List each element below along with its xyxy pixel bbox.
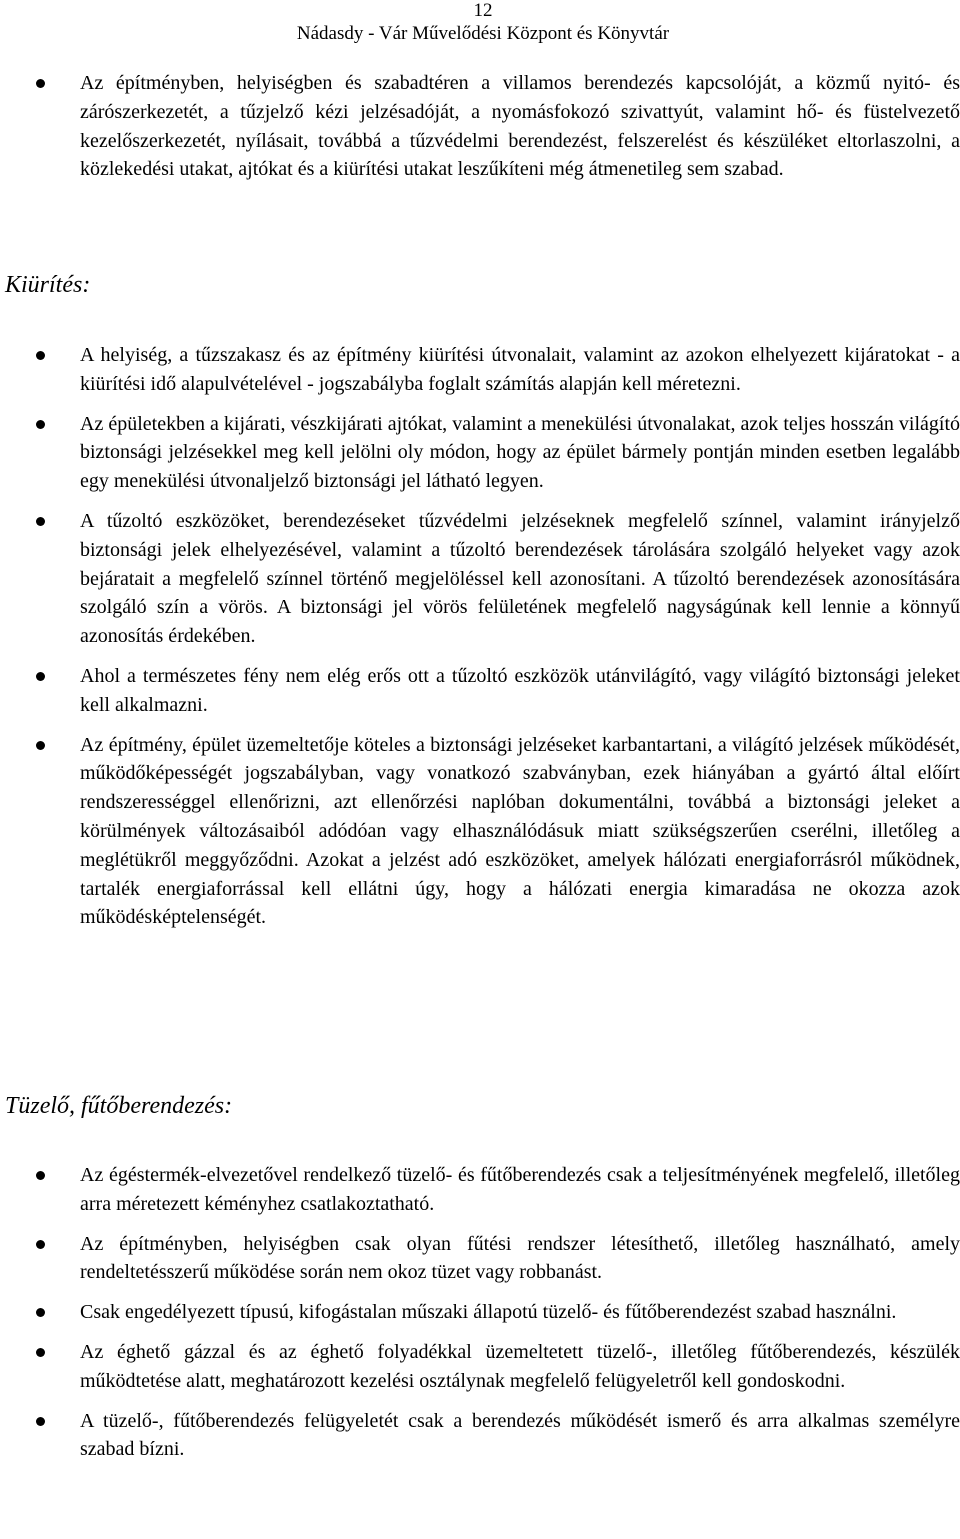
- list-item-text: Az építményben, helyiségben és szabadtéren a villamos berendezés kapcsolóját, a közmű nyitó- és zárószerkezetét, a tűzjelző kézi jelzésadóját, a nyomásfokozó szivattyút, valamint hő- és füstelvezető kezelőszerkezetét, nyílásait, továbbá a tűzvédelmi berendezést, felszerelést és készüléket eltorlaszolni, a közlekedési utakat, ajtókat és a kiürítési utakat leszűkíteni még átmenetileg sem szabad.: [80, 72, 960, 181]
- list-item: [0, 341, 960, 399]
- bullet-icon: [36, 79, 45, 88]
- list-item: [0, 1407, 960, 1465]
- bullet-icon: [36, 1240, 45, 1249]
- bullet-icon: [36, 517, 45, 526]
- bullet-icon: [36, 741, 45, 750]
- page-number: 12: [473, 0, 493, 21]
- section-heading-tuzelo: Tüzelő, fűtőberendezés:: [5, 1093, 233, 1119]
- list-item: [0, 410, 960, 496]
- list-item-text: Csak engedélyezett típusú, kifogástalan műszaki állapotú tüzelő- és fűtőberendezést szabad használni.: [80, 1301, 897, 1324]
- intro-bullet-list: [0, 69, 960, 195]
- bullet-icon: [36, 1171, 45, 1180]
- list-item: [0, 731, 960, 933]
- bullet-icon: [36, 672, 45, 681]
- list-item: [0, 662, 960, 720]
- bullet-icon: [36, 420, 45, 429]
- list-item-text: Ahol a természetes fény nem elég erős ott a tűzoltó eszközök utánvilágító, vagy világító biztonsági jeleket kell alkalmazni.: [80, 664, 960, 716]
- list-item: [0, 1161, 960, 1219]
- list-item: [0, 1298, 960, 1327]
- list-item-text: Az éghető gázzal és az éghető folyadékkal üzemeltetett tüzelő-, illetőleg fűtőberendezés, készülék működtetése alatt, meghatározott kezelési osztálynak megfelelő felügyeletről kell gondoskodni.: [80, 1340, 960, 1392]
- list-item: [0, 1338, 960, 1396]
- bullet-icon: [36, 1348, 45, 1357]
- list-item-text: Az épületekben a kijárati, vészkijárati ajtókat, valamint a menekülési útvonalakat, azok teljes hosszán világító biztonsági jelzésekkel meg kell jelölni oly módon, hogy az épület bármely pontján minden esetben legalább egy menekülési útvonaljelző biztonsági jel látható legyen.: [80, 412, 960, 493]
- list-item-text: Az égéstermék-elvezetővel rendelkező tüzelő- és fűtőberendezés csak a teljesítményének megfelelő, illetőleg arra méretezett kéményhez csatlakoztatható.: [80, 1164, 960, 1215]
- tuzelo-bullet-list: [0, 1161, 960, 1475]
- section-heading-kiurites: Kiürítés:: [5, 272, 91, 298]
- list-item-text: A tüzelő-, fűtőberendezés felügyeletét csak a berendezés működését ismerő és arra alkalmas személyre szabad bízni.: [80, 1409, 960, 1461]
- running-header: Nádasdy - Vár Művelődési Központ és Könyvtár: [296, 23, 670, 44]
- list-item-text: Az építményben, helyiségben csak olyan fűtési rendszer létesíthető, illetőleg használható, amely rendeltetésszerű működése során nem okoz tüzet vagy robbanást.: [80, 1232, 960, 1284]
- list-item-text: A helyiség, a tűzszakasz és az építmény kiürítési útvonalait, valamint az azokon elhelyezett kijáratokat - a kiürítési idő alapulvételével - jogszabályba foglalt számítás alapján kell méretezni.: [80, 344, 960, 395]
- bullet-icon: [36, 1308, 45, 1317]
- kiurites-bullet-list: [0, 341, 960, 943]
- list-item: [0, 69, 960, 184]
- list-item: [0, 1230, 960, 1288]
- list-item-text: Az építmény, épület üzemeltetője köteles a biztonsági jelzéseket karbantartani, a világító jelzések működését, működőképességét jogszabályban, vagy vonatkozó szabványban, ezek hiányában a gyártó által előírt rendszerességgel ellenőrizni, azt ellenőrzési naplóban dokumentálni, továbbá a biztonsági jeleket a körülmények változásaiból adódóan vagy elhasználódásuk miatt szükségszerűen cserélni, illetőleg a meglétükről meggyőződni. Azokat a jelzést adó eszközöket, amelyek hálózati energiaforrásról működnek, tartalék energiaforrással kell ellátni úgy, hogy a hálózati energia kimaradása ne okozza azok működésképtelenségét.: [80, 733, 960, 929]
- list-item: [0, 507, 960, 651]
- bullet-icon: [36, 351, 45, 360]
- list-item-text: A tűzoltó eszközöket, berendezéseket tűzvédelmi jelzéseknek megfelelő színnel, valamint irányjelző biztonsági jelek elhelyezésével, valamint a tűzoltó berendezések tárolására szolgáló helyeket vagy azok bejáratait a megfelelő színnel történő megjelöléssel kell azonosítani. A tűzoltó berendezések azonosítására szolgáló szín a vörös. A biztonsági jel vörös felületének megfelelő nagyságúnak kell lennie a könnyű azonosítás érdekében.: [80, 509, 960, 648]
- bullet-icon: [36, 1417, 45, 1426]
